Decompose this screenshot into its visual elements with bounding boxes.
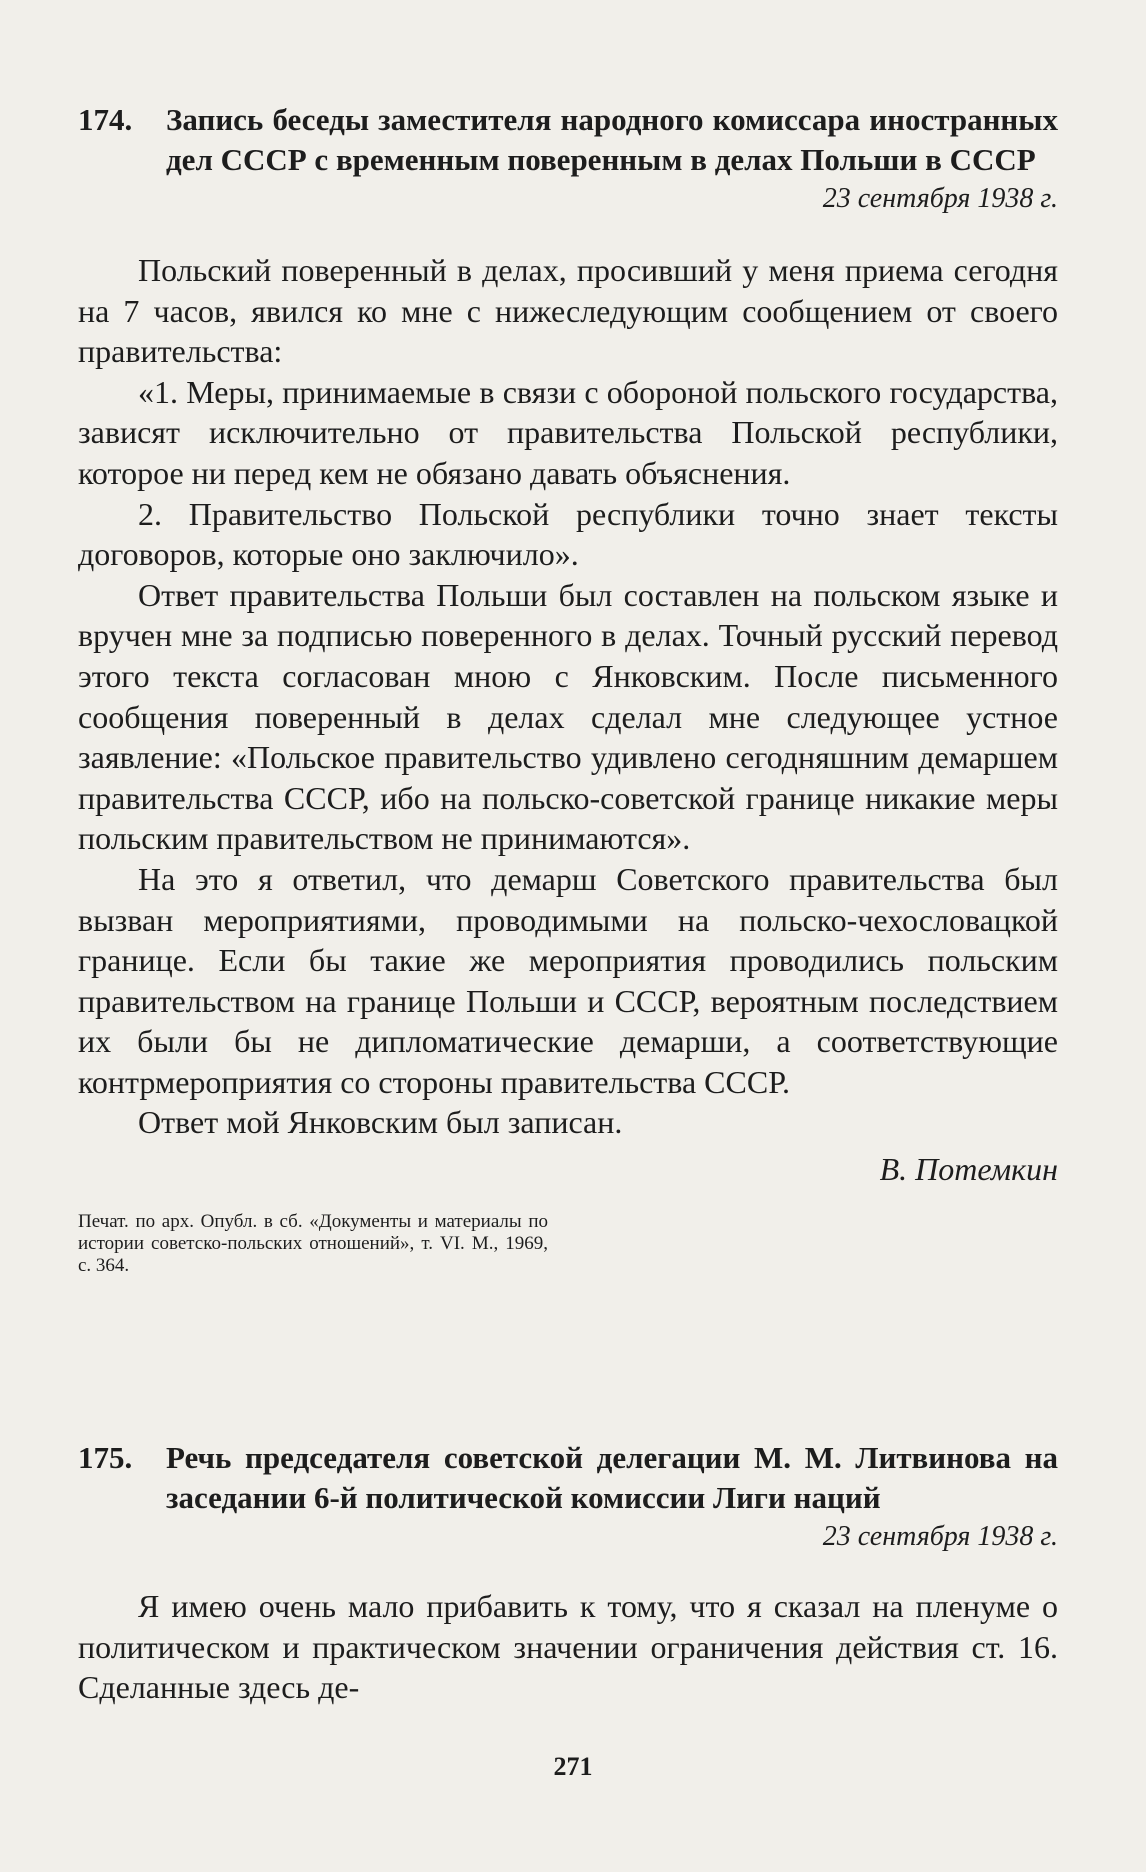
doc-175-heading (78, 1438, 1058, 1518)
doc-174-source-note: Печат. по арх. Опубл. в сб. «Документы и материалы по истории советско-польских отношений», т. VI. М., 1969, с. 364. (78, 1211, 548, 1277)
paragraph: Я имею очень мало прибавить к тому, что я сказал на пленуме о политическом и практическом значении ограничения действия ст. 16. Сделанные здесь де- (78, 1588, 1058, 1706)
doc-174-heading (78, 100, 1058, 180)
paragraph: Ответ правительства Польши был составлен на польском языке и вручен мне за подписью поверенного в делах. Точный русский перевод этого текста согласован мною с Янковским. После письменного сообщения поверенный в делах сделал мне следующее устное заявление: «Польское правительство удивлено сегодняшним демаршем правительства СССР, ибо на польско-советской границе никакие меры польским правительством не принимаются». (78, 576, 1058, 857)
doc-175-number: 175. (78, 1440, 133, 1475)
doc-174-signature: В. Потемкин (879, 1151, 1058, 1188)
paragraph: Польский поверенный в делах, просивший у меня приема сегодня на 7 часов, явился ко мне с нижеследующим сообщением от своего правительства: (78, 252, 1058, 370)
doc-174-number: 174. (78, 102, 133, 137)
paragraph: Ответ мой Янковским был записан. (138, 1104, 623, 1141)
paragraph: 2. Правительство Польской республики точно знает тексты договоров, которые оно заключило». (78, 495, 1058, 573)
paragraph: «1. Меры, принимаемые в связи с обороной польского государства, зависят исключительно от правительства Польской республики, которое ни перед кем не обязано давать объяснения. (78, 373, 1058, 491)
document-174 (78, 100, 1058, 1277)
doc-175-body (78, 1586, 1058, 1708)
doc-175-title: Речь председателя советской делегации М. М. Литвинова на заседании 6-й политической комиссии Лиги наций (166, 1440, 1058, 1515)
document-175 (78, 1438, 1058, 1708)
page-number: 271 (553, 1752, 593, 1781)
doc-174-date: 23 сентября 1938 г. (822, 183, 1058, 214)
paragraph: На это я ответил, что демарш Советского правительства был вызван мероприятиями, проводимыми на польско-чехословацкой границе. Если бы такие же мероприятия проводились польским правительством на границе Польши и СССР, вероятным последствием их были бы не дипломатические демарши, а соответствующие контрмероприятия со стороны правительства СССР. (78, 860, 1058, 1100)
doc-174-title: Запись беседы заместителя народного комиссара иностранных дел СССР с временным поверенным в делах Польши в СССР (166, 102, 1058, 177)
doc-174-body (78, 250, 1058, 1143)
doc-175-date: 23 сентября 1938 г. (822, 1521, 1058, 1552)
